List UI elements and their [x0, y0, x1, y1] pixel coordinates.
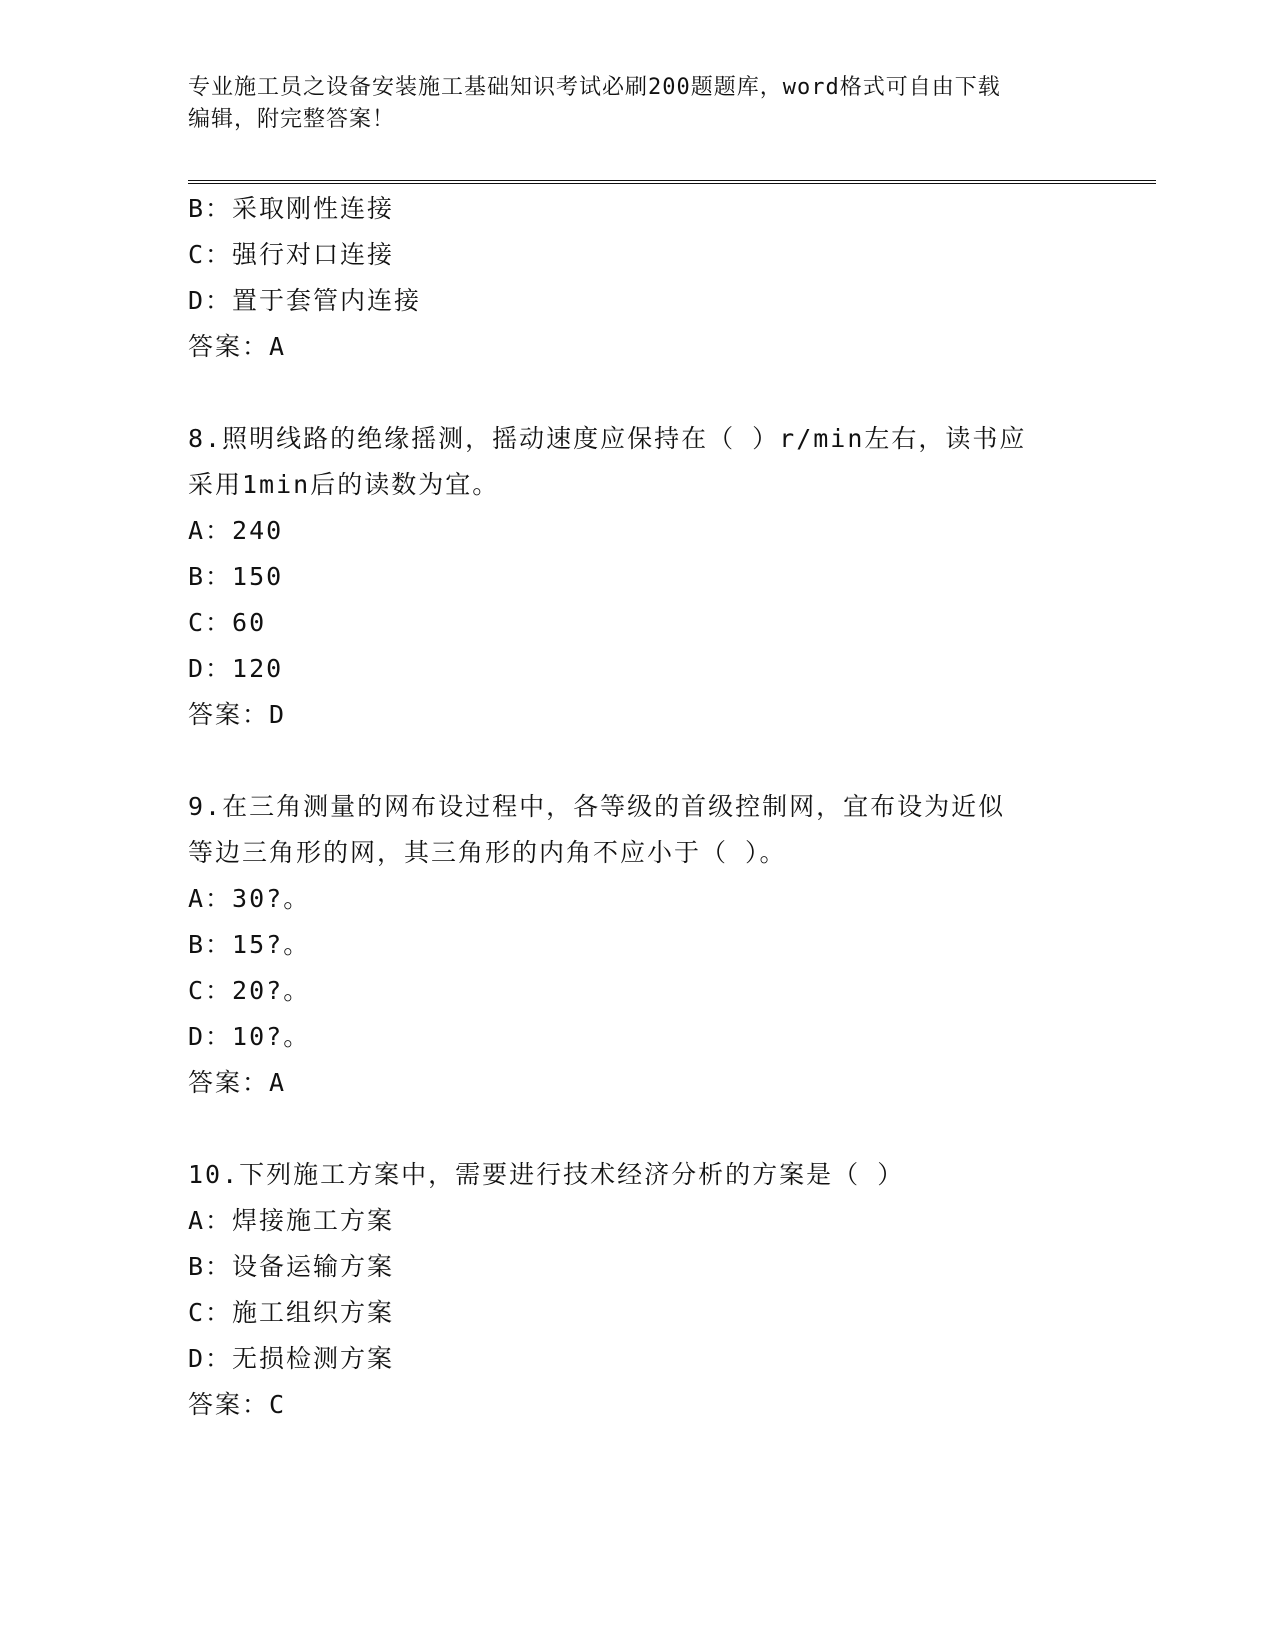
header-divider: [188, 180, 1156, 184]
option-d: D：无损检测方案: [188, 1344, 395, 1373]
answer-line: 答案：D: [188, 700, 287, 729]
spacer: [188, 1106, 1088, 1152]
question-text-line-2: 等边三角形的网，其三角形的内角不应小于（ ）。: [188, 838, 787, 867]
answer-line: 答案：A: [188, 332, 287, 361]
option-d: D：120: [188, 654, 284, 683]
option-b: B：150: [188, 562, 284, 591]
option-c: C：施工组织方案: [188, 1298, 395, 1327]
question-list: [188, 186, 1088, 1428]
option-b: B：15?。: [188, 930, 311, 959]
answer-line: 答案：A: [188, 1068, 287, 1097]
header-line-2: 编辑，附完整答案！: [188, 107, 396, 132]
question-text-line-1: 8.照明线路的绝缘摇测，摇动速度应保持在（ ）r/min左右，读书应: [188, 424, 1027, 453]
option-a: A：焊接施工方案: [188, 1206, 395, 1235]
option-a: A：240: [188, 516, 284, 545]
option-d: D：置于套管内连接: [188, 286, 422, 315]
header-line-1: 专业施工员之设备安装施工基础知识考试必刷200题题库，word格式可自由下载: [188, 75, 1001, 100]
option-a: A：30?。: [188, 884, 311, 913]
question-text-line-2: 采用1min后的读数为宜。: [188, 470, 500, 499]
question-text-line-1: 10.下列施工方案中，需要进行技术经济分析的方案是（ ）: [188, 1160, 905, 1189]
spacer: [188, 738, 1088, 784]
question-7-tail: [188, 186, 1088, 370]
option-c: C：60: [188, 608, 267, 637]
option-b: B：采取刚性连接: [188, 194, 395, 223]
spacer: [188, 370, 1088, 416]
answer-line: 答案：C: [188, 1390, 287, 1419]
question-8: [188, 416, 1088, 738]
option-b: B：设备运输方案: [188, 1252, 395, 1281]
option-c: C：强行对口连接: [188, 240, 395, 269]
question-9: [188, 784, 1088, 1106]
option-c: C：20?。: [188, 976, 311, 1005]
question-10: [188, 1152, 1088, 1428]
question-text-line-1: 9.在三角测量的网布设过程中，各等级的首级控制网，宜布设为近似: [188, 792, 1006, 821]
document-header: [188, 72, 1068, 136]
option-d: D：10?。: [188, 1022, 311, 1051]
